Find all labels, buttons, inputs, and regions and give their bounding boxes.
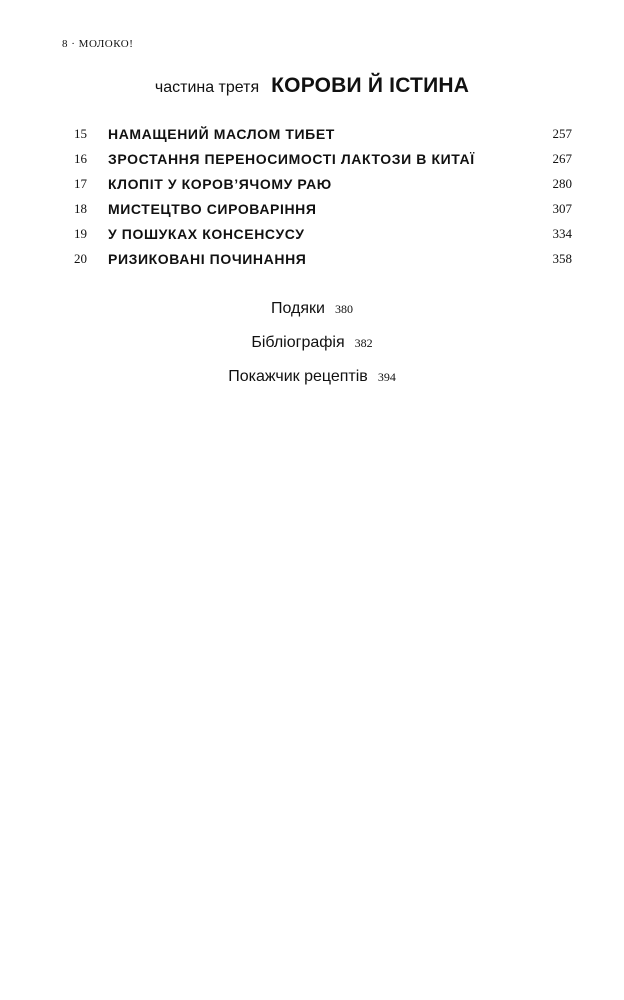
back-matter-page: 394 [377,370,396,384]
part-title: КОРОВИ Й ІСТИНА [271,74,470,97]
back-matter-page: 382 [354,336,373,350]
back-matter-page: 380 [334,302,353,316]
chapter-number: 15 [74,126,87,141]
chapter-title: РИЗИКОВАНІ ПОЧИНАННЯ [108,251,307,267]
chapter-page: 307 [552,201,572,216]
toc-entry-15 [0,126,624,150]
chapter-title: У ПОШУКАХ КОНСЕНСУСУ [108,226,305,242]
running-head: 8 · МОЛОКО! [62,38,134,50]
chapter-page: 280 [552,176,572,191]
part-heading [0,74,624,98]
chapter-page: 257 [552,126,572,141]
back-matter-recipe-index [0,368,624,386]
toc-entry-20 [0,251,624,275]
back-matter-bibliography [0,334,624,352]
chapter-number: 18 [74,201,87,216]
chapter-title: КЛОПІТ У КОРОВ’ЯЧОМУ РАЮ [108,176,332,192]
back-matter-label: Покажчик рецептів [228,368,368,385]
part-label: частина третя [154,79,260,96]
back-matter-label: Бібліографія [251,334,345,351]
toc-entry-19 [0,226,624,250]
chapter-page: 334 [552,226,572,241]
chapter-title: НАМАЩЕНИЙ МАСЛОМ ТИБЕТ [108,126,335,142]
chapter-page: 358 [552,251,572,266]
chapter-page: 267 [552,151,572,166]
chapter-title: ЗРОСТАННЯ ПЕРЕНОСИМОСТІ ЛАКТОЗИ В КИТАЇ [108,151,475,167]
chapter-number: 16 [74,151,87,166]
back-matter-acknowledgements [0,300,624,318]
chapter-number: 20 [74,251,87,266]
chapter-number: 19 [74,226,87,241]
toc-entry-17 [0,176,624,200]
back-matter-label: Подяки [271,300,325,317]
toc-entry-16 [0,151,624,175]
chapter-title: МИСТЕЦТВО СИРОВАРІННЯ [108,201,317,217]
chapter-number: 17 [74,176,87,191]
toc-entry-18 [0,201,624,225]
